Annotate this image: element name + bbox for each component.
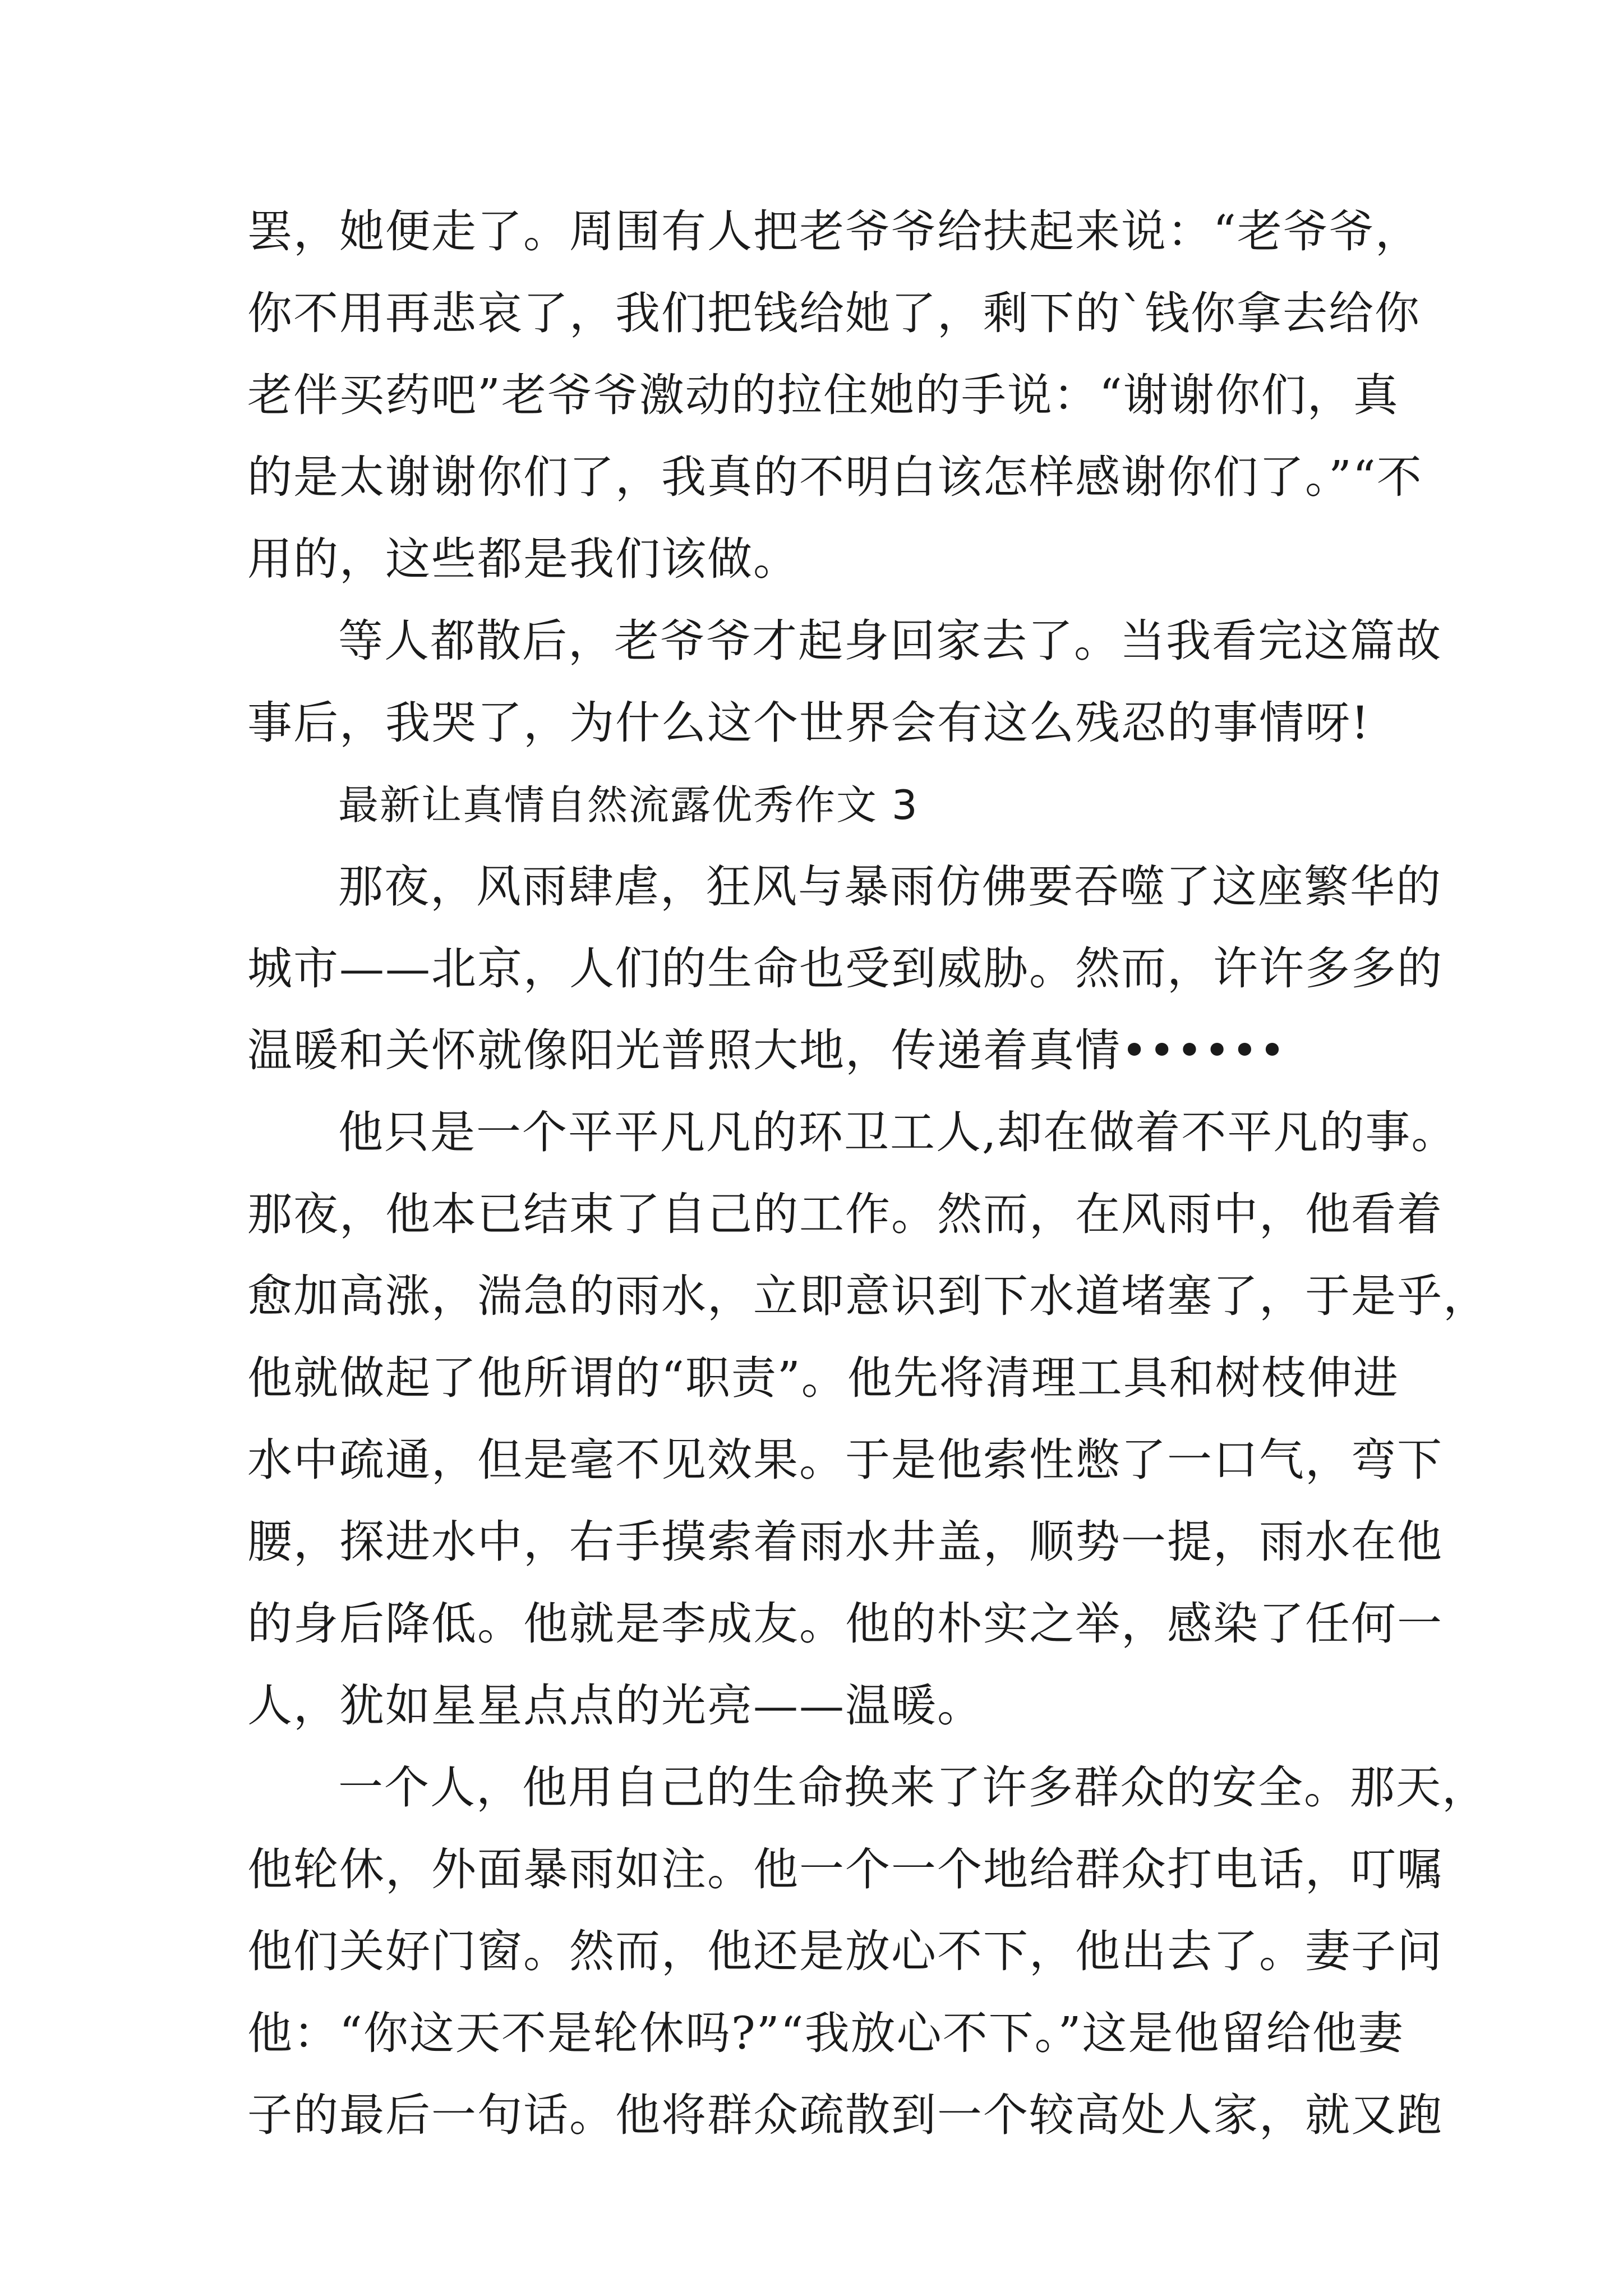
text-line: 人，犹如星星点点的光亮——温暖。 [247, 1680, 983, 1732]
text-line: 的是太谢谢你们了，我真的不明白该怎样感谢你们了。”“不 [247, 451, 1423, 503]
text-line: 用的，这些都是我们该做。 [247, 533, 799, 585]
text-line: 他：“你这天不是轮休吗?”“我放心不下。”这是他留给他妻 [247, 2007, 1404, 2059]
text-line: 事后，我哭了，为什么这个世界会有这么残忍的事情呀! [247, 697, 1371, 749]
paragraph-start-line: 他只是一个平平凡凡的环卫工人,却在做着不平凡的事。 [338, 1106, 1458, 1158]
text-line: 腰，探进水中，右手摸索着雨水井盖，顺势一提，雨水在他 [247, 1516, 1443, 1568]
document-body [247, 191, 1489, 2156]
text-line: 他轮休，外面暴雨如注。他一个一个地给群众打电话，叮嘱 [247, 1843, 1443, 1895]
text-line: 罢，她便走了。周围有人把老爷爷给扶起来说：“老爷爷， [247, 205, 1421, 257]
text-line: 那夜，他本已结束了自己的工作。然而，在风雨中，他看着 [247, 1188, 1443, 1240]
text-line: 他们关好门窗。然而，他还是放心不下，他出去了。妻子问 [247, 1925, 1443, 1977]
text-line: 老伴买药吧”老爷爷激动的拉住她的手说：“谢谢你们，真 [247, 369, 1399, 421]
section-title: 最新让真情自然流露优秀作文 3 [338, 781, 919, 829]
paragraph-start-line: 一个人，他用自己的生命换来了许多群众的安全。那天， [338, 1761, 1488, 1814]
text-line: 的身后降低。他就是李成友。他的朴实之举，感染了任何一 [247, 1598, 1443, 1650]
paragraph-start-line: 那夜，风雨肆虐，狂风与暴雨仿佛要吞噬了这座繁华的 [338, 861, 1442, 913]
text-line: 城市——北京，人们的生命也受到威胁。然而，许许多多的 [247, 942, 1443, 995]
text-line: 温暖和关怀就像阳光普照大地，传递着真情•••••• [247, 1024, 1287, 1076]
text-line: 愈加高涨，湍急的雨水，立即意识到下水道堵塞了，于是乎， [247, 1270, 1489, 1322]
text-line: 你不用再悲哀了，我们把钱给她了，剩下的`钱你拿去给你 [247, 287, 1421, 339]
text-line: 水中疏通，但是毫不见效果。于是他索性憋了一口气，弯下 [247, 1434, 1443, 1486]
text-line: 子的最后一句话。他将群众疏散到一个较高处人家，就又跑 [247, 2089, 1443, 2141]
text-line: 他就做起了他所谓的“职责”。他先将清理工具和树枝伸进 [247, 1352, 1399, 1404]
paragraph-start-line: 等人都散后，老爷爷才起身回家去了。当我看完这篇故 [338, 615, 1442, 667]
